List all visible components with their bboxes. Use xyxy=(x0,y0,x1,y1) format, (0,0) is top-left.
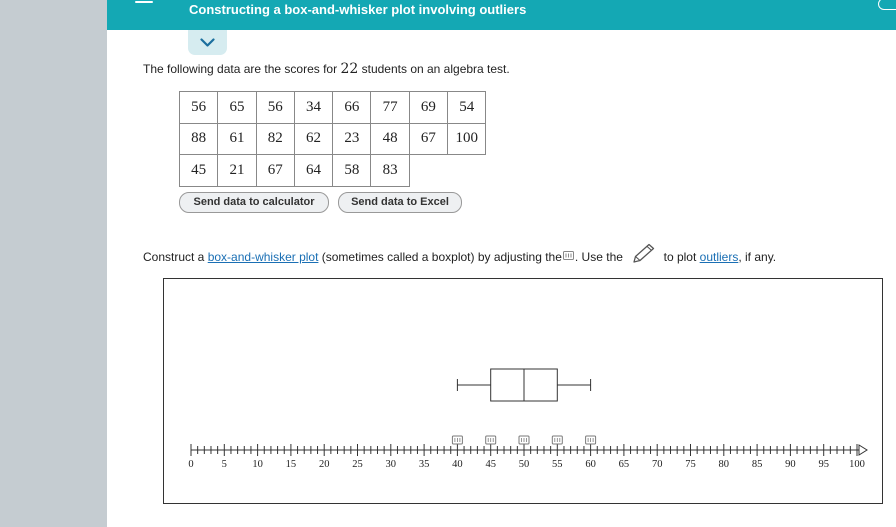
boxplot-graph-area[interactable] xyxy=(163,278,883,504)
score-cell: 56 xyxy=(180,92,218,124)
score-cell: 61 xyxy=(218,123,256,155)
tick-label: 40 xyxy=(452,459,463,470)
score-cell: 48 xyxy=(371,123,409,155)
header-bar xyxy=(107,0,896,30)
instructions-part4: to plot xyxy=(663,250,697,264)
score-cell: 67 xyxy=(256,155,294,187)
table-row xyxy=(180,123,486,155)
min-handle[interactable] xyxy=(452,436,462,444)
q1-handle[interactable] xyxy=(486,436,496,444)
max-handle[interactable] xyxy=(586,436,596,444)
intro-prefix: The following data are the scores for xyxy=(143,62,338,76)
score-cell: 100 xyxy=(448,123,486,155)
score-cell: 58 xyxy=(333,155,371,187)
collapse-toggle-button[interactable] xyxy=(188,30,227,55)
score-cell: 56 xyxy=(256,92,294,124)
send-to-excel-button[interactable]: Send data to Excel xyxy=(338,192,462,213)
tick-label: 60 xyxy=(585,459,596,470)
tick-label: 55 xyxy=(552,459,563,470)
outliers-definition-link[interactable]: outliers xyxy=(699,250,739,264)
instructions-part1: Construct a xyxy=(143,250,205,264)
score-cell: 83 xyxy=(371,155,409,187)
tick-label: 5 xyxy=(221,459,227,470)
scores-table xyxy=(179,91,486,187)
tick-label: 30 xyxy=(385,459,397,470)
tick-label: 80 xyxy=(718,459,730,470)
hamburger-menu-icon[interactable] xyxy=(135,0,153,8)
table-row xyxy=(180,155,486,187)
boxplot-definition-link[interactable]: box-and-whisker plot xyxy=(207,250,319,264)
score-cell: 45 xyxy=(180,155,218,187)
tick-label: 20 xyxy=(318,459,330,470)
score-cell: 69 xyxy=(409,92,447,124)
student-count: 22 xyxy=(340,61,359,77)
problem-intro xyxy=(143,61,510,77)
score-cell: 54 xyxy=(448,92,486,124)
tick-label: 25 xyxy=(352,459,363,470)
score-cell: 65 xyxy=(218,92,256,124)
score-cell: 66 xyxy=(333,92,371,124)
q3-handle[interactable] xyxy=(552,436,562,444)
tick-label: 85 xyxy=(751,459,763,470)
score-cell: 21 xyxy=(218,155,256,187)
table-row xyxy=(180,92,486,124)
tick-label: 95 xyxy=(818,459,829,470)
tick-label: 50 xyxy=(518,459,530,470)
boxplot-svg[interactable] xyxy=(164,279,882,503)
tick-label: 90 xyxy=(785,459,796,470)
instructions-part5: , if any. xyxy=(738,250,777,264)
score-cell: 82 xyxy=(256,123,294,155)
intro-suffix: students on an algebra test. xyxy=(361,62,510,76)
pencil-icon[interactable] xyxy=(630,243,656,265)
tick-label: 35 xyxy=(418,459,430,470)
score-cell: 64 xyxy=(294,155,332,187)
header-toggle-icon[interactable] xyxy=(878,0,896,10)
tick-label: 15 xyxy=(285,459,297,470)
tick-label: 65 xyxy=(618,459,630,470)
tick-label: 10 xyxy=(252,459,263,470)
score-cell: 77 xyxy=(371,92,409,124)
score-cell: 67 xyxy=(409,123,447,155)
score-cell: 62 xyxy=(294,123,332,155)
instructions-text xyxy=(143,243,776,265)
instructions-part2: (sometimes called a boxplot) by adjusting the xyxy=(321,250,562,264)
axis-arrow-icon xyxy=(859,445,867,455)
page-title: Constructing a box-and-whisker plot involving outliers xyxy=(189,2,527,17)
tick-label: 45 xyxy=(485,459,496,470)
score-cell: 23 xyxy=(333,123,371,155)
tick-label: 100 xyxy=(849,459,865,470)
send-to-calculator-button[interactable]: Send data to calculator xyxy=(179,192,329,213)
instructions-part3: . Use the xyxy=(574,250,623,264)
chevron-down-icon xyxy=(200,38,215,48)
tick-label: 70 xyxy=(651,459,663,470)
handle-icon xyxy=(563,251,574,261)
median-handle[interactable] xyxy=(519,436,529,444)
left-sidebar xyxy=(0,0,107,527)
tick-label: 0 xyxy=(188,459,194,470)
score-cell: 34 xyxy=(294,92,332,124)
score-cell: 88 xyxy=(180,123,218,155)
tick-label: 75 xyxy=(685,459,696,470)
